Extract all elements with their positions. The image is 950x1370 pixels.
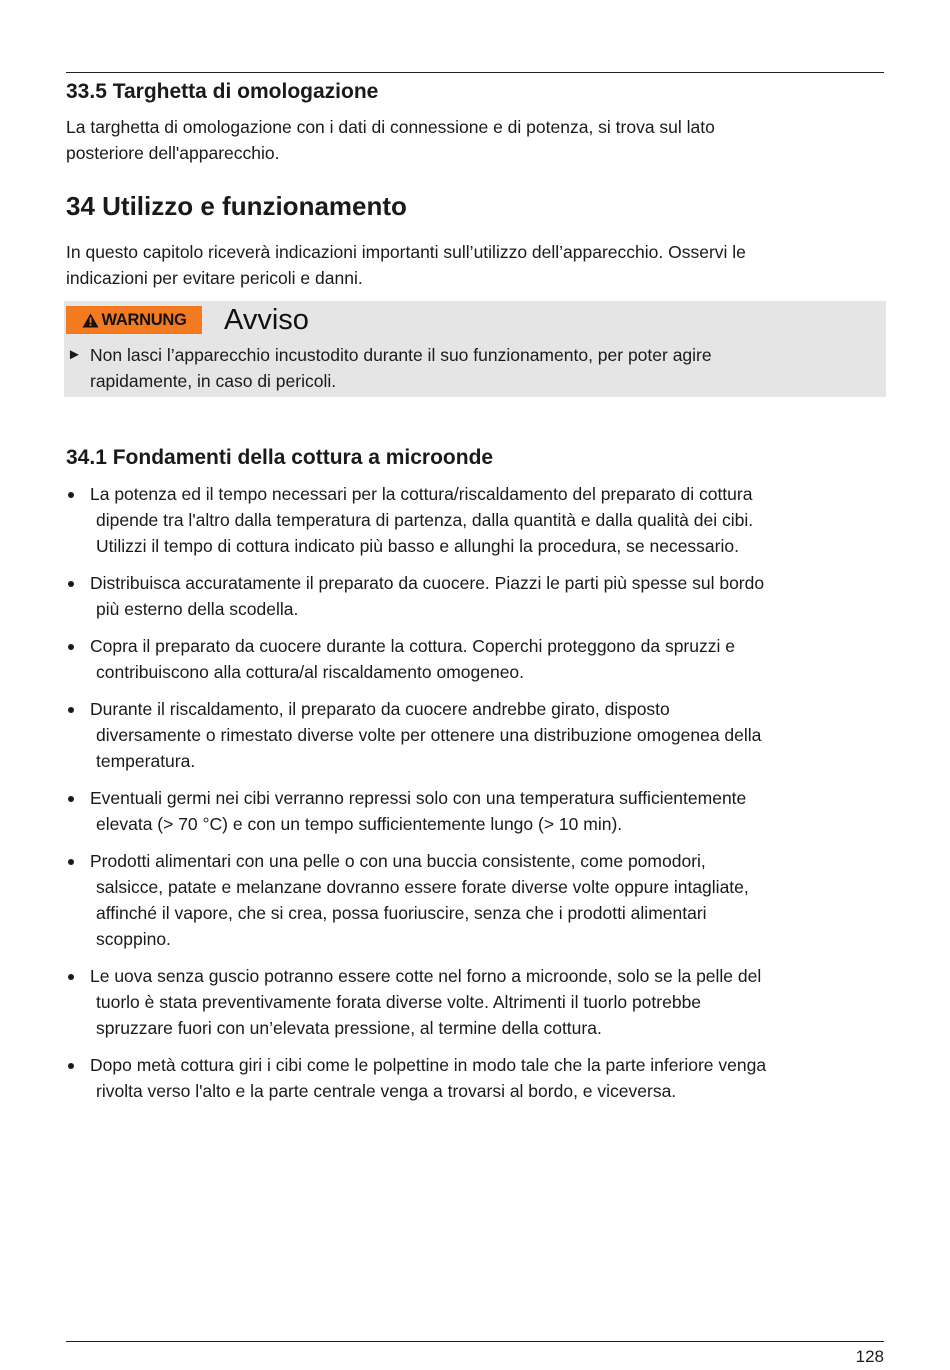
- footer-rule: [66, 1341, 884, 1342]
- warning-header: [64, 303, 886, 337]
- text-line: più esterno della scodella.: [96, 599, 299, 619]
- warning-badge: [66, 306, 202, 334]
- text-line: indicazioni per evitare pericoli e danni.: [66, 268, 363, 288]
- section-34-1-heading: 34.1 Fondamenti della cottura a microonde: [66, 446, 494, 469]
- text-line: Dopo metà cottura giri i cibi come le polpettine in modo tale che la parte inferiore venga: [90, 1055, 767, 1075]
- chapter-34-heading: 34 Utilizzo e funzionamento: [66, 191, 407, 221]
- text-line: rivolta verso l'alto e la parte centrale venga a trovarsi al bordo, e viceversa.: [96, 1081, 677, 1101]
- text-line: elevata (> 70 °C) e con un tempo sufficientemente lungo (> 10 min).: [96, 814, 623, 834]
- list-item: [66, 963, 884, 1041]
- arrow-right-icon: ►: [67, 346, 82, 363]
- warning-badge-label: WARNUNG: [101, 310, 187, 329]
- text-line: posteriore dell'apparecchio.: [66, 143, 280, 163]
- text-line: Distribuisca accuratamente il preparato da cuocere. Piazzi le parti più spesse sul bordo: [90, 573, 765, 593]
- list-item: [66, 633, 884, 685]
- text-line: contribuiscono alla cottura/al riscaldamento omogeneo.: [96, 662, 525, 682]
- text-line: Prodotti alimentari con una pelle o con una buccia consistente, come pomodori,: [90, 851, 706, 871]
- page-number: 128: [855, 1347, 884, 1366]
- section-33-5-text: [66, 114, 884, 166]
- list-item: [66, 848, 884, 952]
- bullet-list: [66, 481, 884, 1104]
- text-line: Utilizzi il tempo di cottura indicato più basso e allunghi la procedura, se necessario.: [96, 536, 739, 556]
- text-line: tuorlo è stata preventivamente forata diverse volte. Altrimenti il tuorlo potrebbe: [96, 992, 702, 1012]
- text-line: salsicce, patate e melanzane dovranno essere forate diverse volte oppure intagliate,: [96, 877, 749, 897]
- list-item: [66, 696, 884, 774]
- text-line: La targhetta di omologazione con i dati di connessione e di potenza, si trova sul lato: [66, 117, 715, 137]
- text-line: Eventuali germi nei cibi verranno repressi solo con una temperatura sufficientemente: [90, 788, 747, 808]
- text-line: dipende tra l'altro dalla temperatura di partenza, dalla quantità e dalla qualità dei cibi.: [96, 510, 754, 530]
- text-line: diversamente o rimestato diverse volte per ottenere una distribuzione omogenea della: [96, 725, 762, 745]
- text-line: Non lasci l’apparecchio incustodito durante il suo funzionamento, per poter agire: [90, 345, 712, 365]
- text-line: Durante il riscaldamento, il preparato da cuocere andrebbe girato, disposto: [90, 699, 670, 719]
- text-line: Copra il preparato da cuocere durante la cottura. Coperchi proteggono da spruzzi e: [90, 636, 735, 656]
- text-line: affinché il vapore, che si crea, possa fuoriuscire, senza che i prodotti alimentari: [96, 903, 707, 923]
- chapter-34-intro: [66, 239, 884, 291]
- text-line: temperatura.: [96, 751, 196, 771]
- warning-triangle-icon: [82, 313, 99, 328]
- warning-item: [64, 342, 886, 394]
- page-content: [66, 74, 884, 1115]
- text-line: La potenza ed il tempo necessari per la cottura/riscaldamento del preparato di cottura: [90, 484, 753, 504]
- text-line: scoppino.: [96, 929, 171, 949]
- list-item: [66, 481, 884, 559]
- warning-box: [64, 301, 886, 397]
- text-line: Le uova senza guscio potranno essere cotte nel forno a microonde, solo se la pelle del: [90, 966, 762, 986]
- warning-item-text: [90, 342, 712, 394]
- warning-title: Avviso: [224, 303, 309, 336]
- list-item: [66, 1052, 884, 1104]
- list-item: [66, 570, 884, 622]
- list-item: [66, 785, 884, 837]
- text-line: In questo capitolo riceverà indicazioni importanti sull’utilizzo dell’apparecchio. Osservi le: [66, 242, 746, 262]
- text-line: spruzzare fuori con un’elevata pressione, al termine della cottura.: [96, 1018, 602, 1038]
- header-rule: [66, 72, 884, 73]
- text-line: rapidamente, in caso di pericoli.: [90, 371, 337, 391]
- section-33-5-heading: 33.5 Targhetta di omologazione: [66, 80, 379, 103]
